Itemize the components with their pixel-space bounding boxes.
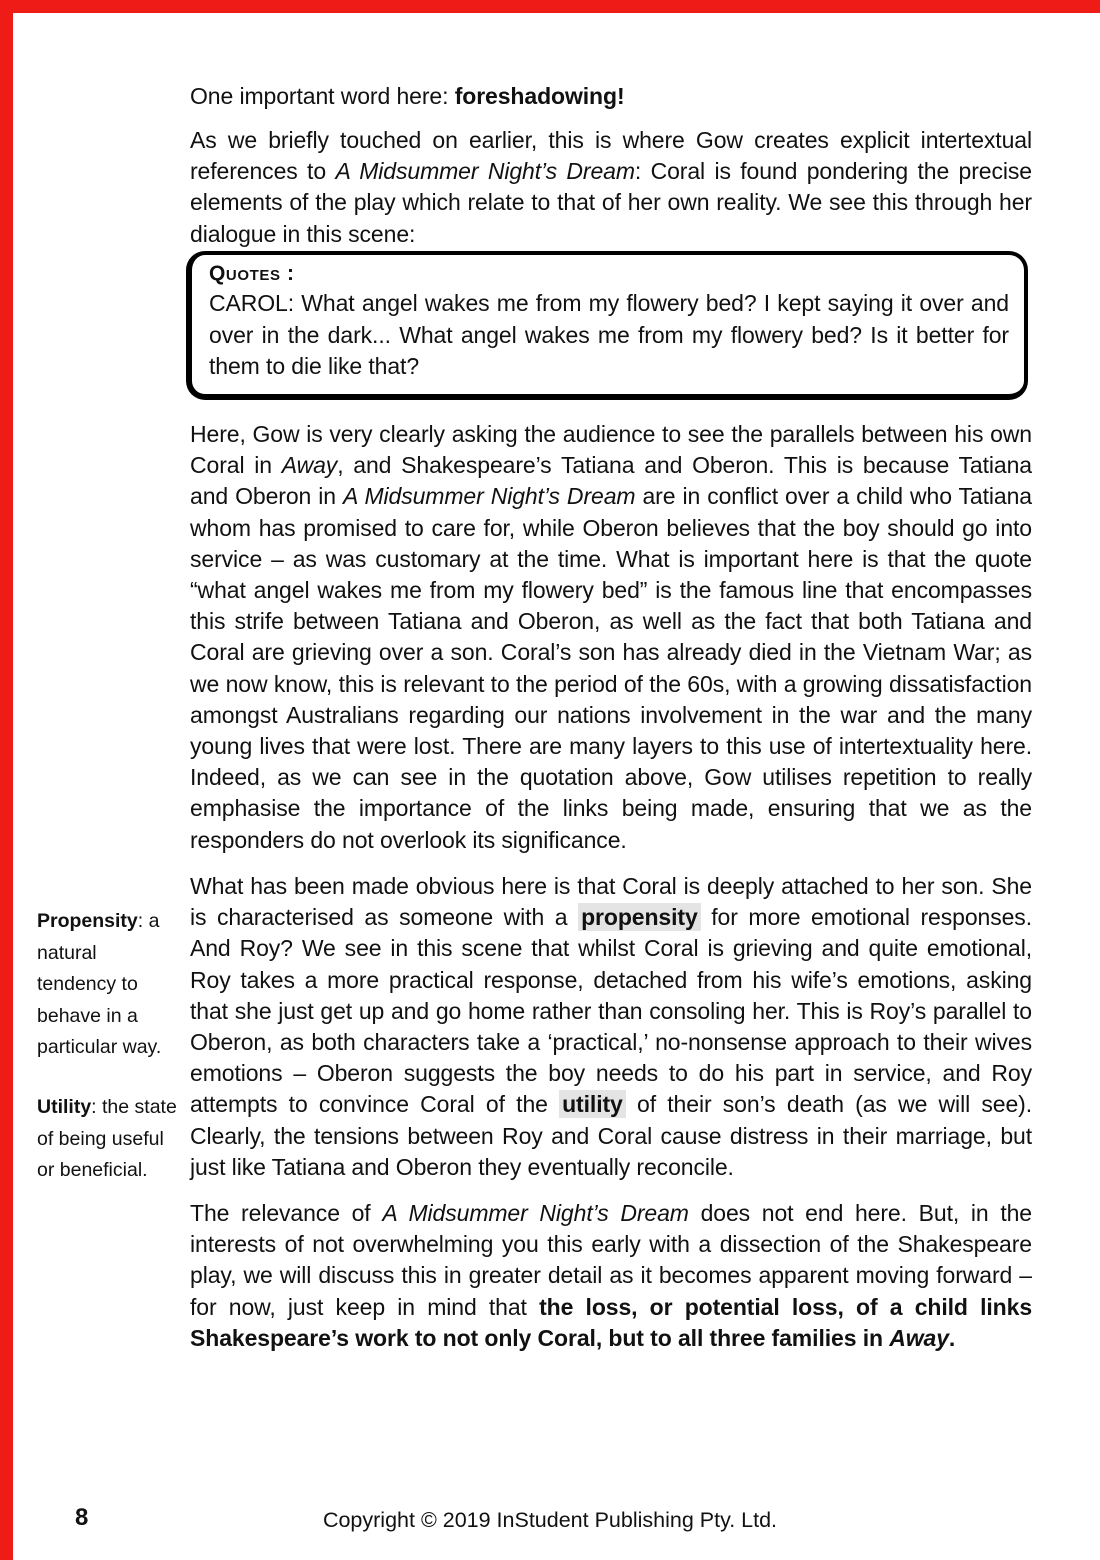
- quote-text: CAROL: What angel wakes me from my flowery bed? I kept saying it over and over in the dark... What angel wakes me from my flowery bed? Is it better for them to die like that?: [209, 290, 1009, 379]
- page-number: 8: [75, 1504, 89, 1531]
- quote-box-label: Quotes :: [209, 262, 295, 285]
- copyright-line: Copyright © 2019 InStudent Publishing Pty. Ltd.: [322, 1508, 778, 1532]
- page-edge-left-bar: [0, 0, 13, 1560]
- margin-note-utility: [37, 1092, 177, 1187]
- margin-note-term: Propensity: [37, 910, 138, 932]
- paragraph-analysis: Here, Gow is very clearly asking the audience to see the parallels between his own Coral in Away, and Shakespeare’s Tatiana and Oberon. This is because Tatiana and Oberon in A Midsummer Night’s Dream are in conflict over a child who Tatiana whom has promised to care for, while Oberon believes that the boy should go into service – as was customary at the time. What is important here is that the quote “what angel wakes me from my flowery bed” is the famous line that encompasses this strife between Tatiana and Oberon, as well as the fact that both Tatiana and Coral are grieving over a son. Coral’s son has already died in the Vietnam War; as we now know, this is relevant to the period of the 60s, with a growing dissatisfaction amongst Australians regarding our nations involvement in the war and the many young lives that were lost. There are many layers to this use of intertextuality here. Indeed, as we can see in the quotation above, Gow utilises repetition to really emphasise the importance of the links being made, ensuring that we as the responders do not overlook its significance.: [190, 421, 1032, 853]
- margin-note-term: Utility: [37, 1096, 92, 1118]
- paragraph-intro: One important word here: foreshadowing!: [190, 83, 625, 109]
- page-edge-top-bar: [0, 0, 1100, 13]
- margin-note-definition: : the state of being useful or beneficial.: [37, 1096, 177, 1181]
- paragraph-characterisation: What has been made obvious here is that Coral is deeply attached to her son. She is characterised as someone with a propensity for more emotional responses. And Roy? We see in this scene that whilst Coral is grieving and quite emotional, Roy takes a more practical response, detached from his wife’s emotions, asking that she just get up and go home rather than consoling her. This is Roy’s parallel to Oberon, as both characters take a ‘practical,’ no-nonsense approach to their wives emotions – Oberon suggests the boy needs to do his part in service, and Roy attempts to convince Coral of the utility of their son’s death (as we will see). Clearly, the tensions between Roy and Coral cause distress in their marriage, but just like Tatiana and Oberon they eventually reconcile.: [190, 873, 1032, 1180]
- margin-note-propensity: [37, 906, 177, 1064]
- paragraph-closing: The relevance of A Midsummer Night’s Dream does not end here. But, in the interests of not overwhelming you this early with a dissection of the Shakespeare play, we will discuss this in greater detail as it becomes apparent moving forward – for now, just keep in mind that the loss, or potential loss, of a child links Shakespeare’s work to not only Coral, but to all three families in Away.: [190, 1200, 1033, 1351]
- paragraph-context: As we briefly touched on earlier, this is where Gow creates explicit intertextual references to A Midsummer Night’s Dream: Coral is found pondering the precise elements of the play which relate to that of her own reality. We see this through her dialogue in this scene:: [190, 127, 1032, 247]
- margin-note-definition: : a natural tendency to behave in a particular way.: [37, 910, 162, 1058]
- quote-box: [186, 251, 1028, 400]
